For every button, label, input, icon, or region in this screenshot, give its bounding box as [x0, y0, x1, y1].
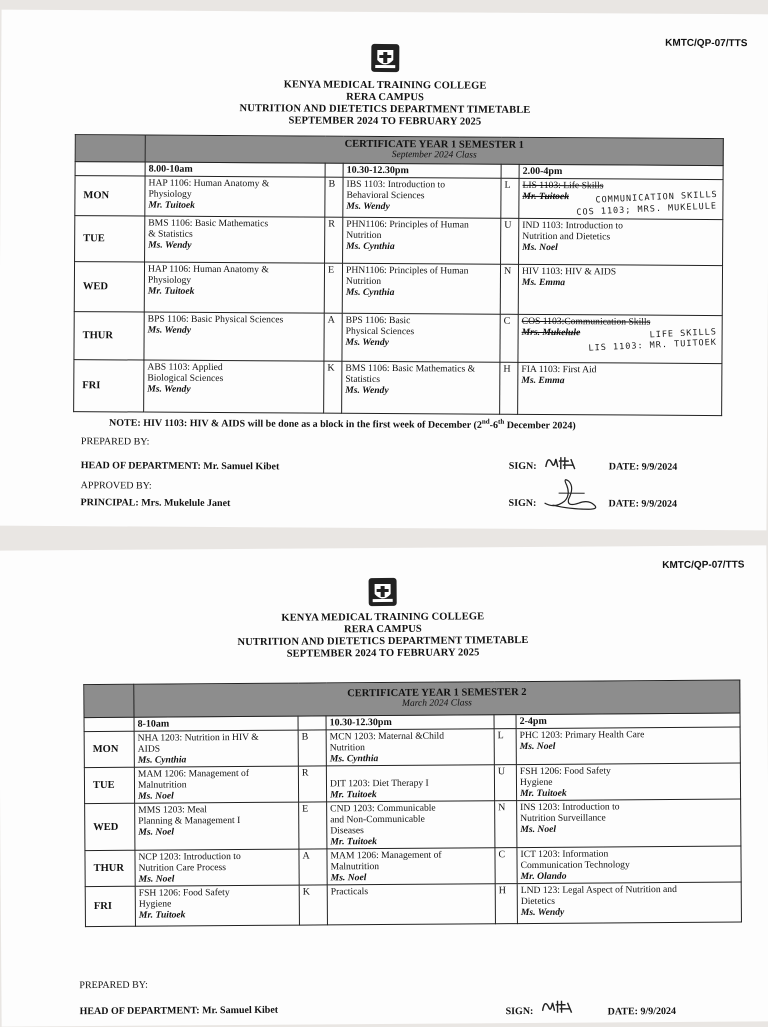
lecturer-name: Ms. Wendy [520, 906, 565, 919]
course-text: Physiology [147, 274, 192, 286]
lecturer-name: Ms. Cynthia [345, 286, 395, 299]
course-text: PHC 1203: Primary Health Care [519, 729, 645, 742]
lecturer-name: Mr. Tuitoek [148, 199, 195, 211]
lecturer-name: Ms. Emma [521, 276, 566, 289]
day-label: TUE [84, 767, 134, 803]
session-cell [519, 178, 723, 219]
timetable-row [85, 846, 741, 887]
principal-sign-date: DATE: 9/9/2024 [608, 498, 678, 510]
semester-title: CERTIFICATE YEAR 1 SEMESTER 2 [347, 687, 527, 700]
lecturer-name: Ms. Noel [519, 740, 556, 753]
course-text: MMS 1203: Meal [138, 804, 207, 816]
semester-2-timetable [83, 680, 742, 928]
course-text: Nutrition [345, 275, 382, 287]
prepared-by-label: PREPARED BY: [79, 979, 148, 992]
course-text: AIDS [137, 743, 161, 755]
lecturer-name: Ms. Wendy [147, 383, 191, 395]
day-label: WED [85, 803, 135, 850]
note-sup: th [497, 417, 505, 426]
course-text: Nutrition [346, 229, 382, 241]
session-cell [342, 313, 500, 362]
time-slot-3: 2-4pm [516, 713, 740, 729]
time-slot-2: 10.30-12.30pm [343, 163, 501, 178]
break-letter: C [495, 848, 517, 884]
college-crest-icon [367, 576, 399, 608]
semester-banner [145, 135, 723, 166]
timetable-header [0, 609, 767, 662]
lecturer-name: Ms. Wendy [345, 336, 389, 349]
hod-signature-icon [543, 453, 583, 473]
session-cell [134, 730, 298, 767]
lecturer-name: Mr. Tuitoek [138, 909, 186, 921]
course-text: Planning & Management I [138, 815, 241, 827]
course-text: PHN1106: Principles of Human [345, 264, 469, 277]
break-letter: E [324, 263, 342, 313]
session-cell [326, 765, 494, 802]
hiv-block-note [109, 415, 576, 431]
course-text: ICT 1203: Information [520, 848, 609, 861]
time-slot-1: 8-10am [134, 716, 298, 731]
course-text: Hygiene [519, 776, 553, 789]
session-cell [145, 176, 325, 217]
session-cell [327, 848, 495, 885]
day-label: THUR [74, 312, 144, 360]
course-text: Physical Sciences [345, 325, 415, 338]
course-text: Dietetics [520, 895, 555, 908]
semester-banner [134, 680, 740, 717]
timetable-sheet-semester-2 [0, 545, 768, 1026]
struck-lecturer: Mr. Tuitoek [522, 190, 570, 203]
lecturer-name: Ms. Noel [138, 790, 174, 802]
time-slot-2: 10.30-12.30pm [326, 715, 494, 730]
time-slot-1: 8.00-10am [145, 162, 325, 177]
break-letter: R [325, 217, 343, 263]
timetable-row [84, 727, 740, 768]
break-letter: L [501, 178, 519, 218]
session-cell [517, 882, 741, 924]
lecturer-name: Mr. Tuitoek [147, 285, 195, 297]
college-name: KENYA MEDICAL TRAINING COLLEGE [283, 79, 487, 92]
course-text: MAM 1206: Management of [137, 767, 250, 780]
lecturer-name: Ms. Wendy [147, 324, 192, 336]
session-cell [144, 312, 324, 361]
prepared-by-label: PREPARED BY: [80, 436, 150, 448]
course-text: NCP 1203: Introduction to [138, 851, 241, 863]
course-text: FSH 1206: Food Safety [138, 887, 230, 899]
struck-lecturer: Mrs. Mukelule [521, 326, 581, 339]
course-text: Nutrition and Dietetics [522, 230, 611, 243]
session-cell [342, 263, 500, 314]
hod-sign-label: SIGN: [505, 1005, 534, 1018]
lecturer-name: Ms. Cynthia [346, 240, 395, 253]
document-number: KMTC/QP-07/TTS [662, 559, 745, 572]
lecturer-name: Mr. Tuitoek [330, 836, 377, 848]
break-letter: U [501, 218, 519, 264]
department-title: NUTRITION AND DIETETICS DEPARTMENT TIMETABLE [239, 103, 531, 116]
timetable-row [74, 262, 722, 316]
course-text: Nutrition Care Process [138, 862, 227, 874]
day-label: FRI [85, 886, 135, 926]
lecturer-name: Ms. Wendy [148, 239, 192, 251]
timetable-row [74, 360, 722, 416]
lecturer-name: Ms. Noel [138, 826, 175, 838]
note-text: December 2024) [504, 420, 576, 432]
course-text: and Non-Communicable [330, 813, 425, 826]
course-text: Nutrition Surveillance [520, 812, 606, 825]
break-letter: N [500, 264, 518, 314]
course-text: MCN 1203: Maternal &Child [329, 730, 445, 743]
college-crest-icon [369, 42, 401, 74]
day-label: WED [74, 262, 144, 312]
course-text: & Statistics [148, 228, 193, 240]
timetable-row [75, 216, 723, 266]
break-letter: H [500, 362, 518, 414]
course-text: IND 1103: Introduction to [522, 219, 623, 232]
break-letter: E [299, 802, 327, 849]
principal-sign-label: SIGN: [508, 497, 537, 509]
handwritten-text: COS 1103; MRS. MUKELULE [576, 201, 718, 218]
course-text: Behavioral Sciences [346, 189, 425, 202]
session-cell [342, 361, 500, 414]
course-text: BMS 1106: Basic Mathematics [148, 217, 269, 230]
course-text: Nutrition [329, 742, 365, 754]
lecturer-name: Ms. Noel [520, 823, 557, 836]
note-text: NOTE: HIV 1103: HIV & AIDS will be done as a block in the first week of December (2 [109, 417, 482, 431]
handwritten-correction [522, 203, 719, 216]
lecturer-name: Ms. Noel [522, 241, 558, 254]
course-text: Malnutrition [330, 861, 380, 873]
course-text: FIA 1103: First Aid [521, 363, 597, 376]
break-letter: A [299, 849, 327, 885]
note-text: -6 [489, 419, 499, 432]
session-cell [343, 217, 501, 264]
note-sup: nd [481, 417, 490, 426]
timetable-row [74, 312, 722, 364]
handwritten-text: LIS 1103: MR. TUITOEK [587, 337, 717, 354]
timetable-row [85, 799, 741, 851]
course-text: Biological Sciences [147, 372, 224, 385]
lecturer-name: Ms. Emma [521, 374, 565, 387]
break-letter: B [325, 177, 343, 217]
break-letter: C [500, 314, 518, 362]
hod-sign-date: DATE: 9/9/2024 [607, 1005, 677, 1018]
session-cell [144, 360, 324, 413]
break-letter: R [298, 766, 326, 802]
session-cell [519, 218, 723, 265]
course-text: LND 123: Legal Aspect of Nutrition and [520, 883, 677, 897]
timetable-header [1, 78, 768, 131]
handwritten-text: LIFE SKILLS [649, 327, 717, 341]
lecturer-name: Mr. Tuitoek [330, 789, 377, 801]
campus-name: RERA CAMPUS [343, 623, 422, 636]
course-text: IBS 1103: Introduction to [346, 178, 446, 191]
session-cell [516, 763, 740, 801]
break-letter: H [495, 884, 517, 924]
session-cell [518, 264, 722, 315]
day-label: THUR [85, 850, 135, 886]
course-text: Statistics [345, 373, 381, 385]
timetable-row [85, 882, 741, 927]
hod-sign-date: DATE: 9/9/2024 [608, 461, 678, 473]
session-cell [516, 727, 740, 765]
course-text: HAP 1106: Human Anatomy & [148, 177, 270, 190]
hod-signature-icon [539, 997, 579, 1017]
session-cell [517, 799, 741, 848]
session-cell [518, 314, 722, 363]
approved-by-label: APPROVED BY: [80, 480, 152, 492]
session-cell [326, 729, 494, 766]
head-of-department: HEAD OF DEPARTMENT: Mr. Samuel Kibet [79, 1004, 279, 1018]
department-title: NUTRITION AND DIETETICS DEPARTMENT TIMETABLE [237, 634, 529, 649]
course-text: PHN1106: Principles of Human [346, 218, 469, 231]
college-name: KENYA MEDICAL TRAINING COLLEGE [281, 611, 485, 624]
semester-1-timetable [73, 134, 724, 416]
break-letter: U [494, 765, 516, 801]
course-text: Malnutrition [137, 779, 187, 791]
time-slot-3: 2.00-4pm [519, 164, 723, 179]
session-cell [327, 801, 495, 849]
lecturer-name: Ms. Wendy [345, 384, 389, 397]
class-intake: March 2024 Class [401, 698, 472, 709]
break-letter: K [324, 361, 342, 413]
break-letter: L [494, 729, 516, 765]
course-text: Physiology [148, 188, 192, 200]
course-text: Communication Technology [520, 859, 630, 872]
course-text: CND 1203: Communicable [330, 802, 436, 815]
break-letter: K [299, 885, 327, 925]
day-label: MON [75, 176, 145, 216]
head-of-department: HEAD OF DEPARTMENT: Mr. Samuel Kibet [80, 460, 280, 473]
semester-title: CERTIFICATE YEAR 1 SEMESTER 1 [344, 138, 524, 151]
session-cell [135, 849, 299, 886]
principal-name: PRINCIPAL: Mrs. Mukelule Janet [80, 497, 231, 510]
course-text: BPS 1106: Basic [345, 314, 411, 327]
lecturer-name: Mr. Tuitoek [520, 787, 567, 800]
session-cell [343, 177, 501, 218]
struck-course: COS 1103:Communication Skills [521, 315, 651, 328]
course-text: Diseases [330, 825, 364, 837]
day-label: FRI [74, 360, 144, 412]
campus-name: RERA CAMPUS [346, 91, 424, 104]
course-text: HAP 1106: Human Anatomy & [147, 263, 269, 276]
course-text: FSH 1206: Food Safety [519, 765, 611, 778]
course-text: MAM 1206: Management of [330, 849, 442, 862]
lecturer-name: Ms. Noel [138, 873, 175, 885]
handwritten-correction [522, 339, 719, 352]
break-letter: N [495, 801, 517, 848]
course-text: INS 1203: Introduction to [520, 801, 620, 814]
document-number: KMTC/QP-07/TTS [665, 37, 748, 50]
handwritten-text: COMMUNICATION SKILLS [594, 189, 718, 206]
principal-signature-icon [539, 473, 603, 515]
session-cell [327, 884, 495, 925]
timetable-sheet-semester-1 [0, 10, 768, 531]
course-text: BPS 1106: Basic Physical Sciences [147, 313, 284, 326]
session-cell [517, 846, 741, 884]
course-text: DIT 1203: Diet Therapy I [329, 777, 429, 790]
course-text: BMS 1106: Basic Mathematics & [345, 362, 476, 375]
session-cell [145, 216, 325, 263]
lecturer-name: Ms. Cynthia [137, 754, 187, 766]
session-cell [134, 766, 298, 803]
session-cell [135, 802, 299, 850]
lecturer-name: Ms. Cynthia [329, 753, 379, 765]
timetable-row [75, 176, 723, 220]
break-letter: B [298, 730, 326, 766]
session-cell [518, 362, 722, 415]
timetable-period: SEPTEMBER 2024 TO FEBRUARY 2025 [286, 647, 480, 660]
hod-sign-label: SIGN: [508, 460, 537, 472]
day-label: MON [84, 731, 134, 767]
struck-course: LIS 1103: Life Skills [522, 179, 604, 192]
course-text: HIV 1103: HIV & AIDS [521, 265, 617, 278]
course-text: Hygiene [138, 898, 172, 910]
lecturer-name: Ms. Noel [330, 872, 367, 884]
timetable-period: SEPTEMBER 2024 TO FEBRUARY 2025 [288, 115, 482, 128]
class-intake: September 2024 Class [391, 150, 477, 161]
course-text: ABS 1103: Applied [147, 361, 223, 374]
session-cell [144, 262, 324, 313]
lecturer-name: Mr. Olando [520, 870, 567, 883]
break-letter: A [324, 313, 342, 361]
session-cell [135, 885, 299, 926]
day-label: TUE [75, 216, 145, 262]
lecturer-name: Ms. Wendy [346, 200, 390, 213]
course-text: Practicals [330, 886, 369, 898]
timetable-row [84, 763, 740, 804]
course-text: NHA 1203: Nutrition in HIV & [137, 731, 259, 744]
